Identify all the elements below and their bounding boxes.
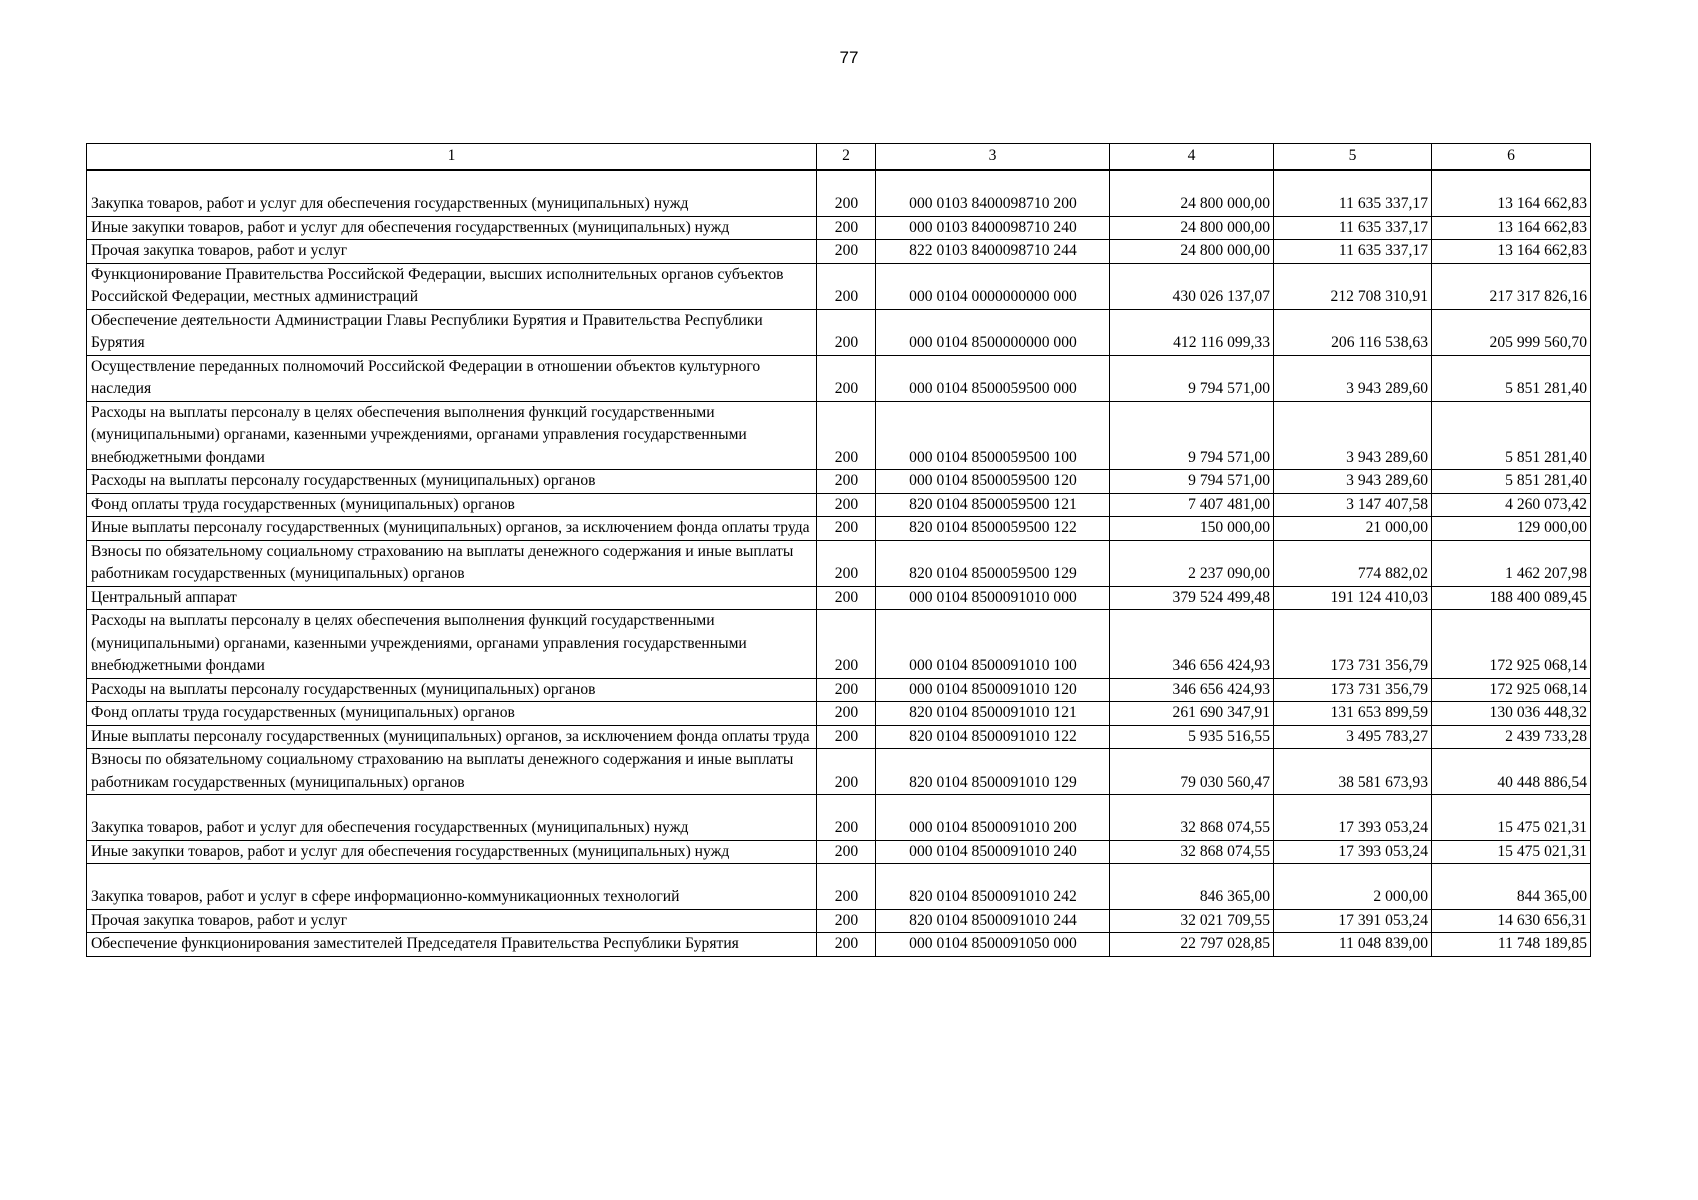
row-name: Расходы на выплаты персоналу в целях обеспечения выполнения функций государственными (муниципальными) органами, казенными учреждениями, органами управления государственными внебюджетными фондами — [87, 401, 817, 470]
table-row — [87, 540, 1591, 586]
row-value-col4: 32 021 709,55 — [1110, 909, 1274, 933]
row-value-col5: 11 635 337,17 — [1274, 240, 1432, 264]
row-value-col4: 24 800 000,00 — [1110, 216, 1274, 240]
row-value-col5: 38 581 673,93 — [1274, 749, 1432, 795]
row-name: Центральный аппарат — [87, 586, 817, 610]
row-value-col4: 32 868 074,55 — [1110, 795, 1274, 841]
row-value-col5: 17 393 053,24 — [1274, 795, 1432, 841]
row-line-code: 200 — [817, 610, 876, 679]
row-budget-code: 000 0103 8400098710 240 — [876, 216, 1110, 240]
row-value-col6: 844 365,00 — [1432, 864, 1591, 910]
row-budget-code: 820 0104 8500091010 242 — [876, 864, 1110, 910]
row-budget-code: 000 0104 8500059500 000 — [876, 355, 1110, 401]
row-line-code: 200 — [817, 678, 876, 702]
row-budget-code: 000 0104 8500091010 100 — [876, 610, 1110, 679]
table-body — [87, 170, 1591, 956]
row-name: Фонд оплаты труда государственных (муниципальных) органов — [87, 493, 817, 517]
row-name: Закупка товаров, работ и услуг в сфере информационно-коммуникационных технологий — [87, 864, 817, 910]
row-value-col6: 205 999 560,70 — [1432, 309, 1591, 355]
table-row — [87, 749, 1591, 795]
row-line-code: 200 — [817, 540, 876, 586]
row-budget-code: 000 0103 8400098710 200 — [876, 170, 1110, 216]
row-budget-code: 820 0104 8500059500 122 — [876, 517, 1110, 541]
row-budget-code: 000 0104 8500091010 120 — [876, 678, 1110, 702]
row-budget-code: 820 0104 8500059500 129 — [876, 540, 1110, 586]
row-value-col4: 846 365,00 — [1110, 864, 1274, 910]
row-budget-code: 000 0104 8500091010 000 — [876, 586, 1110, 610]
table-row — [87, 240, 1591, 264]
row-line-code: 200 — [817, 909, 876, 933]
row-budget-code: 820 0104 8500091010 121 — [876, 702, 1110, 726]
row-line-code: 200 — [817, 170, 876, 216]
table-row — [87, 610, 1591, 679]
row-name: Взносы по обязательному социальному страхованию на выплаты денежного содержания и иные выплаты работникам государственных (муниципальных) органов — [87, 540, 817, 586]
table-row — [87, 309, 1591, 355]
table-row — [87, 216, 1591, 240]
row-value-col4: 412 116 099,33 — [1110, 309, 1274, 355]
row-value-col5: 3 943 289,60 — [1274, 470, 1432, 494]
row-name: Закупка товаров, работ и услуг для обеспечения государственных (муниципальных) нужд — [87, 170, 817, 216]
header-col-5: 5 — [1274, 144, 1432, 171]
table-row — [87, 840, 1591, 864]
row-value-col6: 5 851 281,40 — [1432, 355, 1591, 401]
row-value-col6: 172 925 068,14 — [1432, 678, 1591, 702]
row-value-col6: 13 164 662,83 — [1432, 240, 1591, 264]
row-value-col4: 24 800 000,00 — [1110, 170, 1274, 216]
row-value-col4: 346 656 424,93 — [1110, 610, 1274, 679]
row-value-col6: 4 260 073,42 — [1432, 493, 1591, 517]
page-number: 77 — [839, 48, 859, 67]
table-row — [87, 702, 1591, 726]
row-budget-code: 000 0104 8500059500 100 — [876, 401, 1110, 470]
row-value-col5: 11 635 337,17 — [1274, 170, 1432, 216]
row-value-col5: 2 000,00 — [1274, 864, 1432, 910]
row-value-col4: 9 794 571,00 — [1110, 470, 1274, 494]
table-row — [87, 725, 1591, 749]
header-col-2: 2 — [817, 144, 876, 171]
row-value-col6: 217 317 826,16 — [1432, 263, 1591, 309]
row-name: Фонд оплаты труда государственных (муниципальных) органов — [87, 702, 817, 726]
row-value-col5: 3 495 783,27 — [1274, 725, 1432, 749]
row-value-col5: 21 000,00 — [1274, 517, 1432, 541]
row-value-col4: 150 000,00 — [1110, 517, 1274, 541]
row-name: Обеспечение функционирования заместителей Председателя Правительства Республики Бурятия — [87, 933, 817, 957]
row-value-col5: 17 393 053,24 — [1274, 840, 1432, 864]
table-row — [87, 909, 1591, 933]
budget-table — [86, 143, 1591, 957]
row-name: Прочая закупка товаров, работ и услуг — [87, 909, 817, 933]
row-line-code: 200 — [817, 216, 876, 240]
row-line-code: 200 — [817, 840, 876, 864]
row-value-col5: 131 653 899,59 — [1274, 702, 1432, 726]
row-value-col5: 3 147 407,58 — [1274, 493, 1432, 517]
table-header — [87, 144, 1591, 171]
row-value-col5: 173 731 356,79 — [1274, 678, 1432, 702]
row-value-col6: 13 164 662,83 — [1432, 170, 1591, 216]
row-name: Расходы на выплаты персоналу в целях обеспечения выполнения функций государственными (муниципальными) органами, казенными учреждениями, органами управления государственными внебюджетными фондами — [87, 610, 817, 679]
row-value-col4: 9 794 571,00 — [1110, 401, 1274, 470]
table-row — [87, 517, 1591, 541]
row-value-col6: 130 036 448,32 — [1432, 702, 1591, 726]
row-value-col6: 172 925 068,14 — [1432, 610, 1591, 679]
row-line-code: 200 — [817, 240, 876, 264]
row-value-col4: 7 407 481,00 — [1110, 493, 1274, 517]
table-row — [87, 678, 1591, 702]
row-budget-code: 000 0104 0000000000 000 — [876, 263, 1110, 309]
row-value-col5: 191 124 410,03 — [1274, 586, 1432, 610]
row-line-code: 200 — [817, 725, 876, 749]
row-budget-code: 820 0104 8500091010 129 — [876, 749, 1110, 795]
row-value-col4: 22 797 028,85 — [1110, 933, 1274, 957]
row-value-col4: 32 868 074,55 — [1110, 840, 1274, 864]
table-row — [87, 864, 1591, 910]
row-name: Расходы на выплаты персоналу государственных (муниципальных) органов — [87, 470, 817, 494]
table-row — [87, 263, 1591, 309]
row-value-col6: 129 000,00 — [1432, 517, 1591, 541]
row-budget-code: 822 0103 8400098710 244 — [876, 240, 1110, 264]
row-value-col5: 206 116 538,63 — [1274, 309, 1432, 355]
header-col-6: 6 — [1432, 144, 1591, 171]
row-value-col6: 2 439 733,28 — [1432, 725, 1591, 749]
row-value-col6: 15 475 021,31 — [1432, 840, 1591, 864]
row-line-code: 200 — [817, 401, 876, 470]
row-value-col4: 5 935 516,55 — [1110, 725, 1274, 749]
row-name: Иные выплаты персоналу государственных (муниципальных) органов, за исключением фонда оплаты труда — [87, 517, 817, 541]
row-line-code: 200 — [817, 586, 876, 610]
row-name: Взносы по обязательному социальному страхованию на выплаты денежного содержания и иные выплаты работникам государственных (муниципальных) органов — [87, 749, 817, 795]
row-value-col6: 14 630 656,31 — [1432, 909, 1591, 933]
row-value-col4: 261 690 347,91 — [1110, 702, 1274, 726]
header-row — [87, 144, 1591, 171]
row-value-col6: 1 462 207,98 — [1432, 540, 1591, 586]
row-value-col5: 11 048 839,00 — [1274, 933, 1432, 957]
row-line-code: 200 — [817, 749, 876, 795]
row-budget-code: 000 0104 8500091010 240 — [876, 840, 1110, 864]
row-value-col6: 40 448 886,54 — [1432, 749, 1591, 795]
row-value-col4: 379 524 499,48 — [1110, 586, 1274, 610]
table-row — [87, 470, 1591, 494]
row-value-col6: 15 475 021,31 — [1432, 795, 1591, 841]
row-value-col4: 2 237 090,00 — [1110, 540, 1274, 586]
row-value-col5: 3 943 289,60 — [1274, 401, 1432, 470]
row-name: Обеспечение деятельности Администрации Главы Республики Бурятия и Правительства Республики Бурятия — [87, 309, 817, 355]
row-value-col5: 212 708 310,91 — [1274, 263, 1432, 309]
row-name: Осуществление переданных полномочий Российской Федерации в отношении объектов культурного наследия — [87, 355, 817, 401]
row-value-col6: 188 400 089,45 — [1432, 586, 1591, 610]
row-budget-code: 820 0104 8500091010 244 — [876, 909, 1110, 933]
row-value-col4: 79 030 560,47 — [1110, 749, 1274, 795]
row-budget-code: 000 0104 8500091050 000 — [876, 933, 1110, 957]
row-line-code: 200 — [817, 702, 876, 726]
row-value-col6: 5 851 281,40 — [1432, 470, 1591, 494]
row-name: Прочая закупка товаров, работ и услуг — [87, 240, 817, 264]
table-row — [87, 933, 1591, 957]
row-value-col4: 346 656 424,93 — [1110, 678, 1274, 702]
table-row — [87, 795, 1591, 841]
row-name: Закупка товаров, работ и услуг для обеспечения государственных (муниципальных) нужд — [87, 795, 817, 841]
row-value-col4: 9 794 571,00 — [1110, 355, 1274, 401]
row-line-code: 200 — [817, 309, 876, 355]
row-value-col6: 11 748 189,85 — [1432, 933, 1591, 957]
table-row — [87, 401, 1591, 470]
row-value-col5: 173 731 356,79 — [1274, 610, 1432, 679]
row-line-code: 200 — [817, 355, 876, 401]
row-name: Функционирование Правительства Российской Федерации, высших исполнительных органов субъектов Российской Федерации, местных администраций — [87, 263, 817, 309]
row-budget-code: 820 0104 8500059500 121 — [876, 493, 1110, 517]
row-value-col5: 17 391 053,24 — [1274, 909, 1432, 933]
row-line-code: 200 — [817, 470, 876, 494]
row-value-col4: 24 800 000,00 — [1110, 240, 1274, 264]
row-line-code: 200 — [817, 864, 876, 910]
row-line-code: 200 — [817, 795, 876, 841]
row-name: Иные выплаты персоналу государственных (муниципальных) органов, за исключением фонда оплаты труда — [87, 725, 817, 749]
row-line-code: 200 — [817, 263, 876, 309]
row-name: Иные закупки товаров, работ и услуг для обеспечения государственных (муниципальных) нужд — [87, 840, 817, 864]
row-line-code: 200 — [817, 517, 876, 541]
row-line-code: 200 — [817, 933, 876, 957]
row-value-col5: 774 882,02 — [1274, 540, 1432, 586]
row-value-col5: 3 943 289,60 — [1274, 355, 1432, 401]
row-value-col5: 11 635 337,17 — [1274, 216, 1432, 240]
header-col-3: 3 — [876, 144, 1110, 171]
header-col-4: 4 — [1110, 144, 1274, 171]
table-row — [87, 493, 1591, 517]
row-value-col4: 430 026 137,07 — [1110, 263, 1274, 309]
row-budget-code: 820 0104 8500091010 122 — [876, 725, 1110, 749]
header-col-1: 1 — [87, 144, 817, 171]
table-row — [87, 355, 1591, 401]
row-budget-code: 000 0104 8500059500 120 — [876, 470, 1110, 494]
row-budget-code: 000 0104 8500000000 000 — [876, 309, 1110, 355]
row-value-col6: 13 164 662,83 — [1432, 216, 1591, 240]
row-value-col6: 5 851 281,40 — [1432, 401, 1591, 470]
row-name: Иные закупки товаров, работ и услуг для обеспечения государственных (муниципальных) нужд — [87, 216, 817, 240]
table-row — [87, 170, 1591, 216]
row-budget-code: 000 0104 8500091010 200 — [876, 795, 1110, 841]
table-row — [87, 586, 1591, 610]
row-name: Расходы на выплаты персоналу государственных (муниципальных) органов — [87, 678, 817, 702]
row-line-code: 200 — [817, 493, 876, 517]
